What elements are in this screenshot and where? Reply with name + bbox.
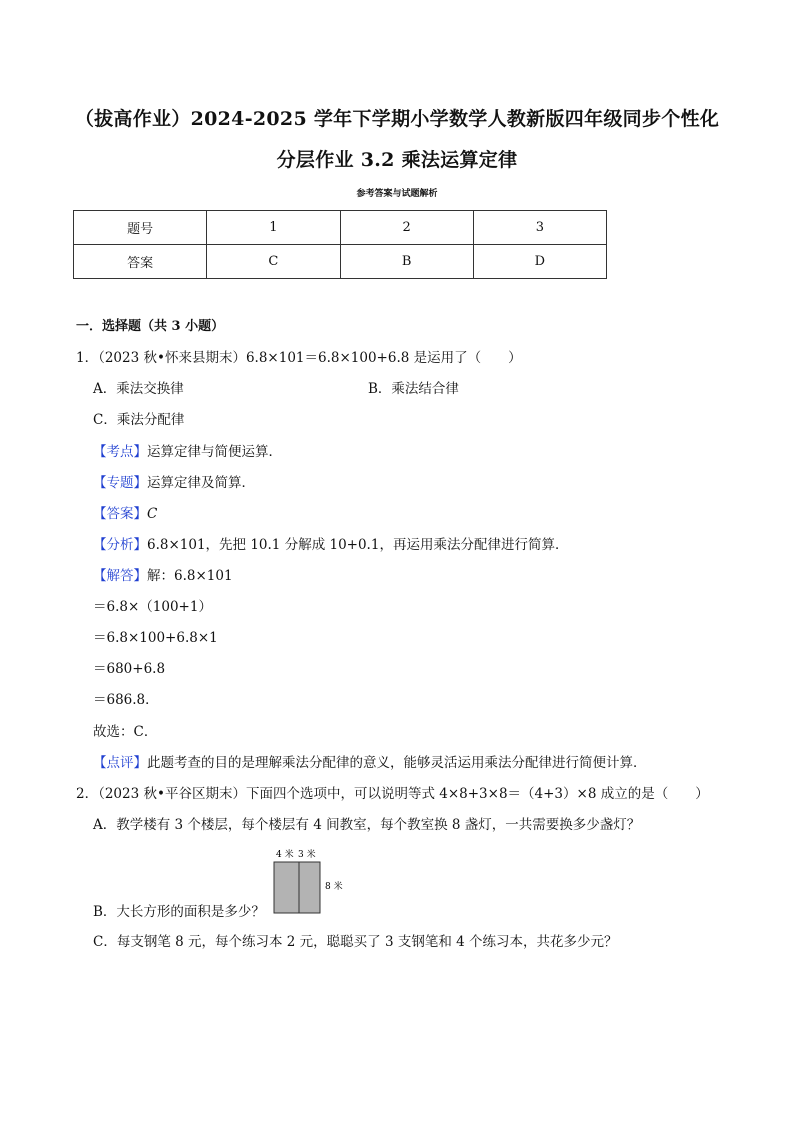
q1-daan [93,505,157,523]
figure-label-4m: 4 米 [276,850,294,860]
daan-text: C [147,506,158,522]
figure-left-rectangle [274,862,299,913]
q1-stem: 1．（2023 秋•怀来县期末）6.8×101＝6.8×100+6.8 是运用了（ ） [76,350,522,366]
table-cell: 2 [340,211,473,245]
zhuanti-text: 运算定律及简算． [147,475,255,491]
answer-table [73,210,607,279]
q1-option-a: A．乘法交换律 [93,381,184,397]
q1-option-c: C．乘法分配律 [93,412,185,428]
jieda-tag: 【解答】 [93,568,147,584]
rectangle-figure [273,848,353,914]
q1-dianping [93,754,647,772]
q1-option-b: B．乘法结合律 [368,381,459,397]
table-cell: B [340,245,473,279]
dianping-text: 此题考查的目的是理解乘法分配律的意义，能够灵活运用乘法分配律进行简便计算． [147,755,647,771]
q1-step-1: ＝6.8×（100+1） [93,599,212,615]
jieda-text: 解：6.8×101 [147,568,233,584]
table-cell: D [473,245,606,279]
dianping-tag: 【点评】 [93,755,147,771]
zhuanti-tag: 【专题】 [93,475,147,491]
q1-step-4: ＝686.8． [93,692,159,708]
table-cell: 题号 [74,211,207,245]
answer-table-header-row [74,211,607,245]
figure-label-8m: 8 米 [325,882,343,892]
section-heading: 一．选择题（共 3 小题） [76,319,225,334]
q1-fenxi [93,536,568,554]
answer-table-answer-row [74,245,607,279]
q1-kaodian [93,443,282,461]
q2-option-b: B．大长方形的面积是多少？ [93,904,265,920]
q2-option-c: C．每支钢笔 8 元，每个练习本 2 元，聪聪买了 3 支钢笔和 4 个练习本，共花多少元？ [93,934,618,950]
daan-tag: 【答案】 [93,506,147,522]
table-cell: 答案 [74,245,207,279]
q2-stem: 2．（2023 秋•平谷区期末）下面四个选项中，可以说明等式 4×8+3×8＝（4+3）×8 成立的是（ ） [76,786,709,802]
document-subtitle: 参考答案与试题解析 [356,189,438,199]
q1-jieda [93,567,233,585]
q1-zhuanti [93,474,255,492]
fenxi-text: 6.8×101，先把 10.1 分解成 10+0.1，再运用乘法分配律进行简算． [147,537,569,553]
q1-choice: 故选：C． [93,724,158,740]
table-cell: 1 [207,211,340,245]
figure-label-3m: 3 米 [298,850,316,860]
table-cell: C [207,245,340,279]
q2-option-a: A．教学楼有 3 个楼层，每个楼层有 4 间教室，每个教室换 8 盏灯，一共需要换多少盏灯？ [93,817,641,833]
fenxi-tag: 【分析】 [93,537,147,553]
table-cell: 3 [473,211,606,245]
q1-step-3: ＝680+6.8 [93,661,166,677]
figure-right-rectangle [299,862,320,913]
document-title-line2: 分层作业 3.2 乘法运算定律 [276,149,518,171]
q1-step-2: ＝6.8×100+6.8×1 [93,630,218,646]
kaodian-text: 运算定律与简便运算． [147,444,282,460]
document-title-line1: （拔高作业）2024-2025 学年下学期小学数学人教新版四年级同步个性化 [74,108,720,130]
kaodian-tag: 【考点】 [93,444,147,460]
